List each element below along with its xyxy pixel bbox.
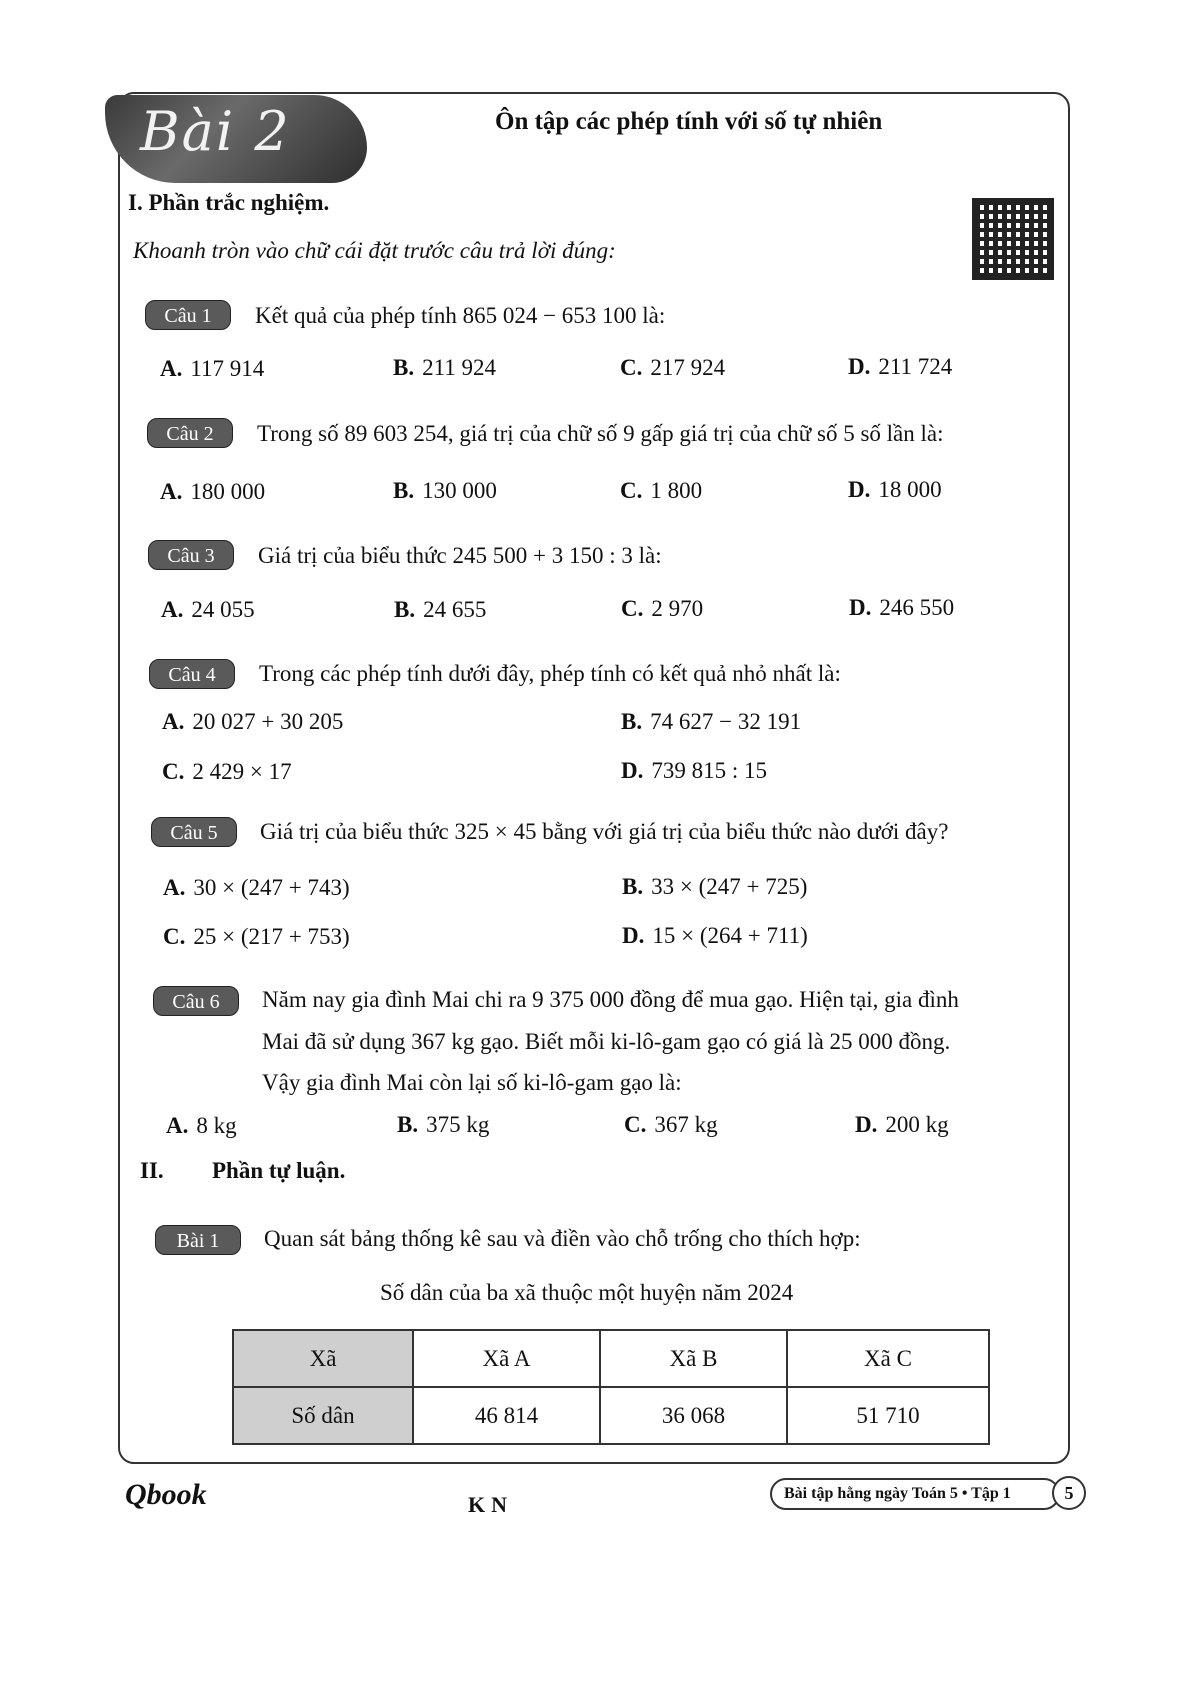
question-3-option-c[interactable]: C. 2 970 <box>621 596 704 621</box>
question-6-option-c[interactable]: C. 367 kg <box>624 1112 718 1137</box>
question-4-option-a[interactable]: A. 20 027 + 30 205 <box>162 709 344 734</box>
lesson-title: Ôn tập các phép tính với số tự nhiên <box>495 108 883 135</box>
table-header-cell: Xã <box>233 1330 413 1387</box>
question-2-option-c[interactable]: C. 1 800 <box>620 478 703 503</box>
question-5-badge: Câu 5 <box>151 817 237 847</box>
question-4-badge: Câu 4 <box>149 659 235 689</box>
table-header-cell: Số dân <box>233 1387 413 1444</box>
population-table <box>232 1329 990 1445</box>
table-row <box>233 1330 989 1387</box>
question-1-option-d[interactable]: D. 211 724 <box>848 354 953 379</box>
question-3-option-d[interactable]: D. 246 550 <box>849 595 955 620</box>
question-4-text: Trong các phép tính dưới đây, phép tính có kết quả nhỏ nhất là: <box>259 661 841 686</box>
question-4-option-d[interactable]: D. 739 815 : 15 <box>621 758 768 783</box>
question-1-option-c[interactable]: C. 217 924 <box>620 355 726 380</box>
question-2-option-a[interactable]: A. 180 000 <box>160 479 266 504</box>
question-6-line-1: Năm nay gia đình Mai chi ra 9 375 000 đồng để mua gạo. Hiện tại, gia đình <box>262 987 959 1012</box>
question-4-option-b[interactable]: B. 74 627 − 32 191 <box>621 709 802 734</box>
question-1-badge: Câu 1 <box>145 300 231 330</box>
qr-code-icon <box>972 198 1054 280</box>
question-2-option-d[interactable]: D. 18 000 <box>848 477 942 502</box>
exercise-1-badge: Bài 1 <box>155 1225 241 1255</box>
table-cell: Xã A <box>413 1330 600 1387</box>
question-1-option-b[interactable]: B. 211 924 <box>393 355 496 380</box>
question-5-option-c[interactable]: C. 25 × (217 + 753) <box>163 924 350 949</box>
question-6-option-d[interactable]: D. 200 kg <box>855 1112 949 1137</box>
kn-logo: KN <box>468 1492 513 1517</box>
page-number: 5 <box>1052 1476 1086 1510</box>
table-cell: 46 814 <box>413 1387 600 1444</box>
question-1-text: Kết quả của phép tính 865 024 − 653 100 là: <box>255 303 666 328</box>
question-6-badge: Câu 6 <box>153 986 239 1016</box>
question-2-option-b[interactable]: B. 130 000 <box>393 478 497 503</box>
question-6-line-2: Mai đã sử dụng 367 kg gạo. Biết mỗi ki-lô-gam gạo có giá là 25 000 đồng. <box>262 1029 951 1054</box>
question-2-text: Trong số 89 603 254, giá trị của chữ số 9 gấp giá trị của chữ số 5 số lần là: <box>257 421 944 446</box>
question-5-text: Giá trị của biểu thức 325 × 45 bằng với giá trị của biểu thức nào dưới đây? <box>260 819 949 844</box>
question-2-badge: Câu 2 <box>147 418 233 448</box>
question-5-option-a[interactable]: A. 30 × (247 + 743) <box>163 875 350 900</box>
question-1-option-a[interactable]: A. 117 914 <box>160 356 265 381</box>
part1-instruction: Khoanh tròn vào chữ cái đặt trước câu trả lời đúng: <box>133 238 616 263</box>
question-6-line-3: Vậy gia đình Mai còn lại số ki-lô-gam gạo là: <box>262 1070 682 1095</box>
table-cell: Xã C <box>787 1330 989 1387</box>
publisher-logo: Qbook <box>125 1478 207 1511</box>
table-cell: Xã B <box>600 1330 787 1387</box>
question-3-badge: Câu 3 <box>148 540 234 570</box>
question-5-option-b[interactable]: B. 33 × (247 + 725) <box>622 874 808 899</box>
question-5-option-d[interactable]: D. 15 × (264 + 711) <box>622 923 808 948</box>
question-3-option-a[interactable]: A. 24 055 <box>161 597 255 622</box>
question-4-option-c[interactable]: C. 2 429 × 17 <box>162 759 292 784</box>
book-title-tag: Bài tập hằng ngày Toán 5 • Tập 1 <box>770 1478 1060 1510</box>
part2-title: Phần tự luận. <box>212 1158 346 1183</box>
part1-title: I. Phần trắc nghiệm. <box>128 190 330 215</box>
table-title: Số dân của ba xã thuộc một huyện năm 2024 <box>380 1280 794 1305</box>
lesson-banner-label: Bài 2 <box>140 100 291 163</box>
question-6-option-b[interactable]: B. 375 kg <box>397 1112 490 1137</box>
table-row <box>233 1387 989 1444</box>
table-cell: 36 068 <box>600 1387 787 1444</box>
table-cell: 51 710 <box>787 1387 989 1444</box>
question-3-text: Giá trị của biểu thức 245 500 + 3 150 : 3 là: <box>258 543 662 568</box>
question-3-option-b[interactable]: B. 24 655 <box>394 597 487 622</box>
exercise-1-text: Quan sát bảng thống kê sau và điền vào chỗ trống cho thích hợp: <box>264 1226 861 1251</box>
part2-number: II. <box>140 1158 164 1183</box>
question-6-option-a[interactable]: A. 8 kg <box>166 1113 237 1138</box>
